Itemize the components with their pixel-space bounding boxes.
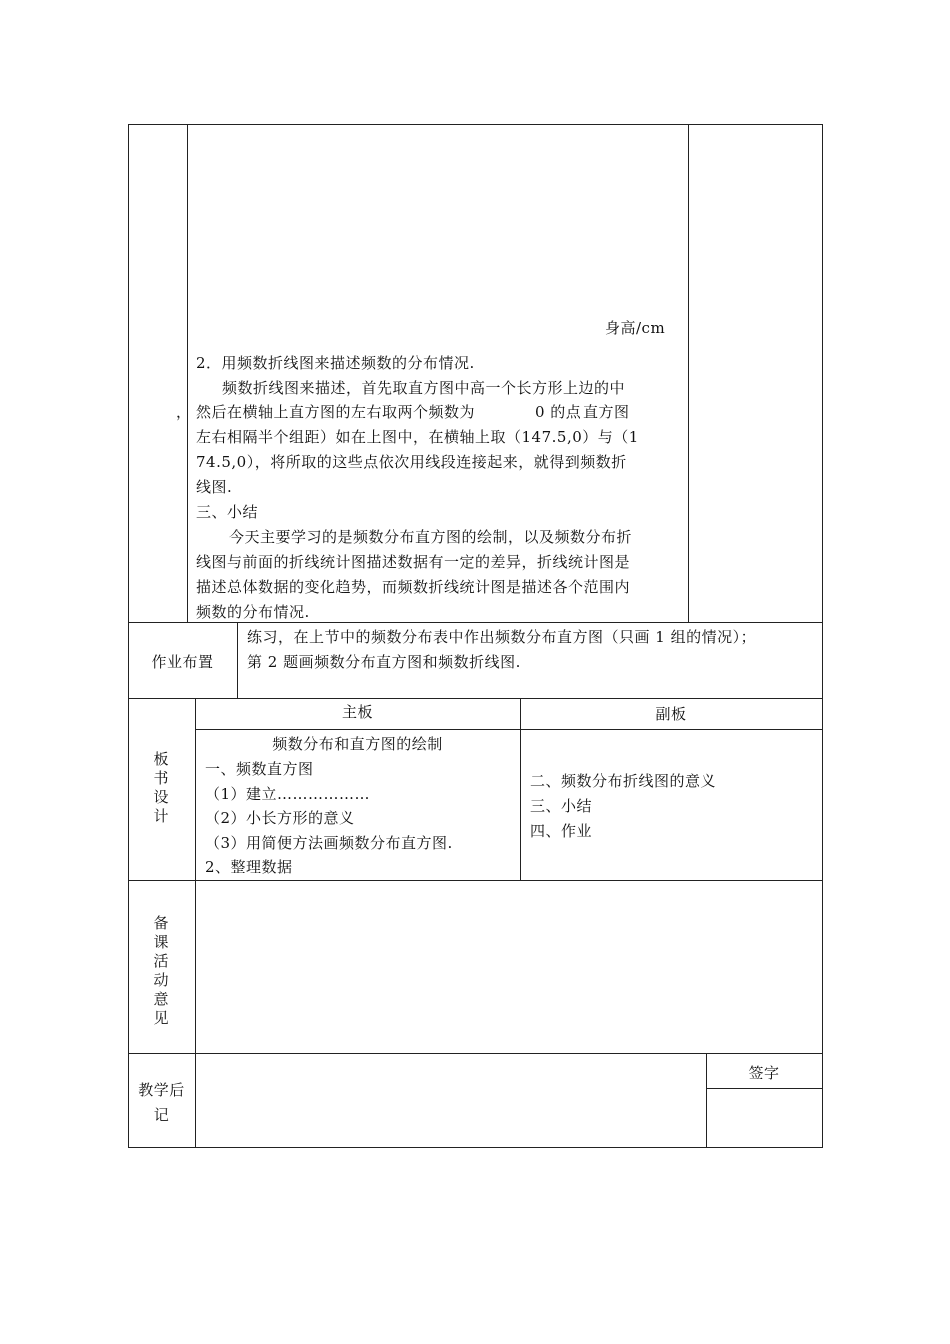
summary-line4: 频数的分布情况. — [196, 603, 310, 621]
reflection-label-line1: 教学后 — [138, 1081, 185, 1099]
summary-line2: 线图与前面的折线统计图描述数据有一定的差异，折线统计图是 — [196, 553, 631, 571]
board-main-title: 频数分布和直方图的绘制 — [272, 735, 443, 753]
board-column-divider — [520, 698, 521, 880]
content-left-border — [187, 124, 188, 622]
board-label-divider — [195, 698, 196, 1148]
p2-line5: 线图. — [196, 478, 233, 496]
p2-line1: 频数折线图来描述，首先取直方图中高一个长方形上边的中 — [222, 379, 626, 397]
summary-title: 三、小结 — [196, 503, 259, 521]
p2-line2a: 然后在横轴上直方图的左右取两个频数为 — [196, 403, 476, 421]
p2-line2c: 直方图 — [583, 403, 630, 421]
board-main-item: 2、整理数据 — [205, 858, 293, 876]
table-left-border — [128, 124, 129, 1148]
board-header-border — [195, 729, 823, 730]
homework-label: 作业布置 — [151, 653, 214, 671]
axis-label: 身高/cm — [605, 319, 666, 337]
homework-line2: 第 2 题画频数分布直方图和频数折线图. — [247, 653, 521, 671]
p2-title: 2．用频数折线图来描述频数的分布情况. — [196, 354, 475, 372]
p2-line3: 左右相隔半个组距）如在上图中，在横轴上取（147.5,0）与（1 — [196, 428, 639, 446]
homework-bottom-border — [128, 698, 823, 699]
board-main-item: 一、频数直方图 — [205, 760, 314, 778]
board-main-item: （3）用简便方法画频数分布直方图. — [205, 834, 453, 852]
board-sub-item: 二、频数分布折线图的意义 — [530, 772, 717, 790]
prep-bottom-border — [128, 1053, 823, 1054]
p2-line4: 74.5,0），将所取的这些点依次用线段连接起来，就得到频数折 — [196, 453, 627, 471]
content-right-border — [688, 124, 689, 622]
prep-label: 备课活动意见 — [153, 914, 169, 1027]
board-sub-item: 三、小结 — [530, 797, 593, 815]
section1-bottom-border — [128, 622, 823, 623]
p2-line2b: 0 的点 — [535, 403, 582, 421]
reflection-label-line2: 记 — [153, 1106, 170, 1124]
board-main-item: （2）小长方形的意义 — [205, 809, 355, 827]
table-right-border — [822, 124, 823, 1148]
board-label: 板书设计 — [153, 750, 169, 825]
table-bottom-border — [128, 1147, 823, 1148]
board-main-item: （1）建立……………… — [205, 785, 371, 803]
sign-label: 签字 — [748, 1064, 780, 1082]
sign-header-border — [706, 1088, 823, 1089]
summary-line1: 今天主要学习的是频数分布直方图的绘制，以及频数分布折 — [229, 528, 633, 546]
board-sub-header: 副板 — [655, 705, 687, 723]
board-sub-item: 四、作业 — [530, 822, 593, 840]
board-main-header: 主板 — [341, 703, 373, 721]
p2-comma: ， — [176, 403, 192, 421]
homework-line1: 练习，在上节中的频数分布表中作出频数分布直方图（只画 1 组的情况）； — [247, 628, 757, 646]
homework-divider — [237, 622, 238, 698]
board-bottom-border — [128, 880, 823, 881]
summary-line3: 描述总体数据的变化趋势，而频数折线统计图是描述各个范围内 — [196, 578, 631, 596]
table-top-border — [128, 124, 823, 125]
